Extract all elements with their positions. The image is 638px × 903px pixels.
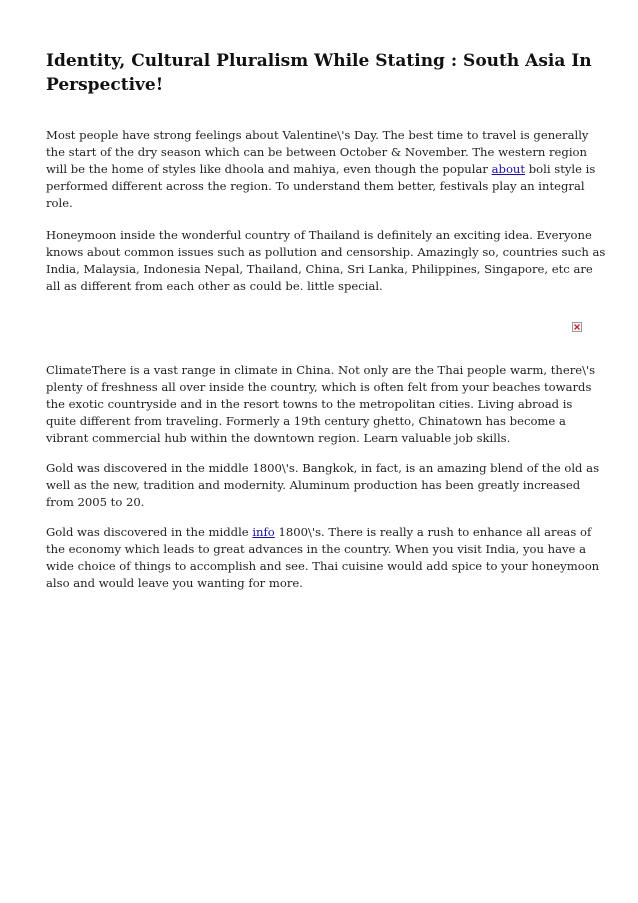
paragraph-1-text-b: boli style is performed different across the region. To understand them better, festivals play an integral role. xyxy=(46,162,596,210)
paragraph-5 xyxy=(46,524,606,592)
paragraph-3: ClimateThere is a vast range in climate in China. Not only are the Thai people warm, there\'s plenty of freshness all over inside the country, which is often felt from your beaches towards the exotic countryside and in the resort towns to the metropolitan cities. Living abroad is quite different from traveling. Formerly a 19th century ghetto, Chinatown has become a vibrant commercial hub within the downtown region. Learn valuable job skills. xyxy=(46,363,596,445)
paragraph-2: Honeymoon inside the wonderful country of Thailand is definitely an exciting idea. Everyone knows about common issues such as pollution and censorship. Amazingly so, countries such as India, Malaysia, Indonesia Nepal, Thailand, China, Sri Lanka, Philippines, Singapore, etc are all as different from each other as could be. little special. xyxy=(46,228,606,293)
info-link[interactable]: info xyxy=(252,525,275,539)
article-body xyxy=(46,127,606,607)
paragraph-5-text-b: 1800\'s. There is really a rush to enhance all areas of the economy which leads to great advances in the country. When you visit India, you have a wide choice of things to accomplish and see. Thai cuisine would add spice to your honeymoon also and would leave you wanting for more. xyxy=(46,525,600,590)
paragraph-1 xyxy=(46,127,606,212)
paragraph-5-text-a: Gold was discovered in the middle xyxy=(46,525,253,539)
paragraph-1-text-a: Most people have strong feelings about Valentine\'s Day. The best time to travel is generally the start of the dry season which can be between October & November. The western region will be the home of styles like dhoola and mahiya, even though the popular xyxy=(46,128,589,176)
page-title: Identity, Cultural Pluralism While Stating : South Asia In Perspective! xyxy=(46,51,592,95)
image-placeholder-area xyxy=(46,310,606,362)
broken-image-icon xyxy=(572,322,582,332)
paragraph-4: Gold was discovered in the middle 1800\'s. Bangkok, in fact, is an amazing blend of the old as well as the new, tradition and modernity. Aluminum production has been greatly increased from 2005 to 20. xyxy=(46,461,600,509)
about-link[interactable]: about xyxy=(491,162,526,176)
broken-image-x-icon xyxy=(573,323,581,331)
